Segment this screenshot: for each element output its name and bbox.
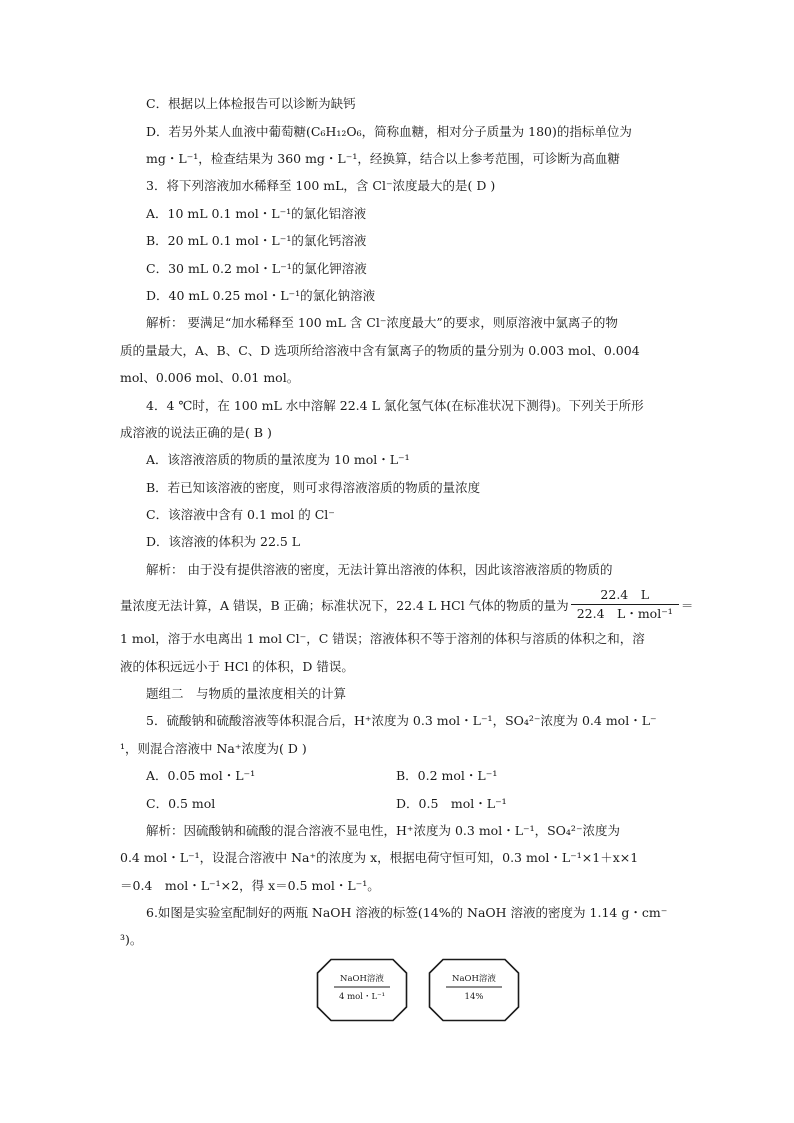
fraction-denominator: 22.4 L・mol⁻¹ (576, 606, 673, 621)
analysis-line: 解析： 要满足“加水稀释至 100 mL 含 Cl⁻浓度最大”的要求，则原溶液中氯离子的物 (146, 315, 618, 330)
option-c: C．0.5 mol (146, 796, 216, 811)
analysis-line: 0.4 mol・L⁻¹，设混合溶液中 Na⁺的浓度为 x，根据电荷守恒可知，0.3 mol・L⁻¹×1＋x×1 (120, 850, 639, 865)
analysis-line: mol、0.006 mol、0.01 mol。 (120, 370, 300, 385)
label-value: 4 mol・L⁻¹ (338, 992, 386, 1002)
section-heading: 题组二 与物质的量浓度相关的计算 (146, 686, 347, 701)
text-line: ³)。 (120, 932, 143, 947)
option-b: B．0.2 mol・L⁻¹ (396, 768, 498, 783)
option-a: A．10 mL 0.1 mol・L⁻¹的氯化铝溶液 (146, 206, 367, 221)
text-line: ¹，则混合溶液中 Na⁺浓度为( D ) (120, 741, 307, 756)
analysis-line: ＝0.4 mol・L⁻¹×2，得 x＝0.5 mol・L⁻¹。 (120, 878, 380, 893)
label-name: NaOH溶液 (452, 974, 496, 984)
option-c: C．该溶液中含有 0.1 mol 的 Cl⁻ (146, 507, 335, 522)
analysis-line: 液的体积远远小于 HCl 的体积，D 错误。 (120, 659, 354, 674)
question-5: 5．硫酸钠和硫酸溶液等体积混合后，H⁺浓度为 0.3 mol・L⁻¹，SO₄²⁻浓度为 0.4 mol・L⁻ (146, 713, 657, 728)
fraction-numerator: 22.4 L (571, 588, 679, 605)
option-a: A．该溶液溶质的物质的量浓度为 10 mol・L⁻¹ (146, 452, 410, 467)
option-d: D．0.5 mol・L⁻¹ (396, 796, 507, 811)
option-c: C．30 mL 0.2 mol・L⁻¹的氯化钾溶液 (146, 261, 367, 276)
option-d: D．40 mL 0.25 mol・L⁻¹的氯化钠溶液 (146, 288, 376, 303)
text-line: 成溶液的说法正确的是( B ) (120, 425, 272, 440)
label-name: NaOH溶液 (340, 974, 384, 984)
label-value: 14% (464, 992, 484, 1002)
text-line: D．若另外某人血液中葡萄糖(C₆H₁₂O₆，简称血糖，相对分子质量为 180)的指标单位为 (146, 124, 632, 139)
option-b: B．若已知该溶液的密度，则可求得溶液溶质的物质的量浓度 (146, 480, 481, 495)
text-segment: 量浓度无法计算，A 错误，B 正确；标准状况下，22.4 L HCl 气体的物质的量为 (120, 598, 569, 613)
octagon-label-frame (316, 958, 408, 1022)
option-d: D．该溶液的体积为 22.5 L (146, 534, 301, 549)
analysis-line: 1 mol，溶于水电离出 1 mol Cl⁻，C 错误；溶液体积不等于溶剂的体积与溶质的体积之和，溶 (120, 631, 645, 646)
analysis-line: 解析：因硫酸钠和硫酸的混合溶液不显电性，H⁺浓度为 0.3 mol・L⁻¹，SO₄²⁻浓度为 (146, 823, 621, 838)
text-line: mg・L⁻¹，检查结果为 360 mg・L⁻¹，经换算，结合以上参考范围，可诊断为高血糖 (146, 151, 620, 166)
analysis-line: 质的量最大，A、B、C、D 选项所给溶液中含有氯离子的物质的量分别为 0.003 mol、0.004 (120, 343, 640, 358)
text-line: C．根据以上体检报告可以诊断为缺钙 (146, 96, 356, 111)
octagon-label-frame (428, 958, 520, 1022)
equals-sign: ＝ (680, 598, 694, 613)
bottle-label-left (316, 958, 408, 1022)
question-6: 6.如图是实验室配制好的两瓶 NaOH 溶液的标签(14%的 NaOH 溶液的密度为 1.14 g・cm⁻ (146, 905, 668, 920)
option-a: A．0.05 mol・L⁻¹ (146, 768, 256, 783)
option-b: B．20 mL 0.1 mol・L⁻¹的氯化钙溶液 (146, 233, 367, 248)
question-3: 3．将下列溶液加水稀释至 100 mL，含 Cl⁻浓度最大的是( D ) (146, 178, 496, 193)
question-4: 4．4 ℃时，在 100 mL 水中溶解 22.4 L 氯化氢气体(在标准状况下测得)。下列关于所形 (146, 398, 644, 413)
bottle-label-right (428, 958, 520, 1022)
fraction (571, 588, 679, 621)
analysis-fraction-line (120, 587, 694, 623)
analysis-line: 解析： 由于没有提供溶液的密度，无法计算出溶液的体积，因此该溶液溶质的物质的 (146, 562, 613, 577)
